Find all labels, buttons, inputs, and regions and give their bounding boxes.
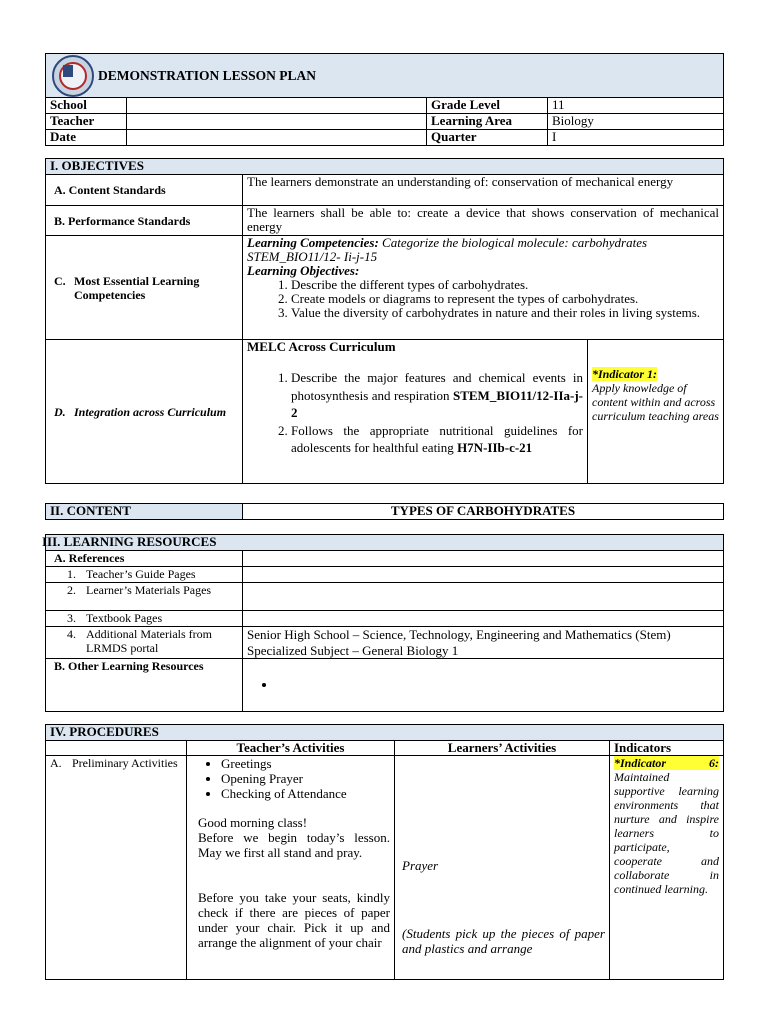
melc-cell [243, 236, 724, 340]
teacher-label: Teacher [46, 114, 127, 130]
resource-row-4: 4. Additional Materials from LRMDS portal [46, 627, 243, 659]
melc-across-list [247, 369, 583, 457]
procedures-blank-header [46, 741, 187, 756]
content-standards-text: The learners demonstrate an understanding of: conservation of mechanical energy [243, 175, 724, 206]
procedures-heading: IV. PROCEDURES [46, 725, 724, 741]
references-label: A. References [46, 551, 243, 567]
list-item: • Opening Prayer [221, 771, 390, 786]
resource-row-1: 1. Teacher’s Guide Pages [46, 567, 243, 583]
integration-label-letter: D. [54, 404, 66, 419]
teacher-value [127, 114, 427, 130]
learner-prayer: Prayer [402, 858, 439, 873]
header-table [45, 53, 724, 146]
resource-value-2 [243, 583, 724, 611]
date-label: Date [46, 130, 127, 146]
indicators-header: Indicators [610, 741, 724, 756]
indicator-1-cell [588, 340, 724, 484]
melc-label-letter: C. [54, 273, 66, 288]
indicator-6-label: *Indicator 6: [614, 756, 719, 770]
objectives-heading: I. OBJECTIVES [46, 159, 724, 175]
other-resources-label: B. Other Learning Resources [46, 659, 243, 712]
teacher-activities-cell [187, 756, 395, 980]
resource-value-4: Senior High School – Science, Technology, Engineering and Mathematics (Stem) Specialized Subject – General Biology 1 [243, 627, 724, 659]
teacher-prayer-text: Before we begin today’s lesson. May we first all stand and pray. [198, 830, 390, 860]
melc-across-cell [243, 340, 588, 484]
performance-standards-text: The learners shall be able to: create a device that shows conservation of mechanical energy [243, 206, 724, 236]
school-label: School [46, 98, 127, 114]
learning-objectives-label: Learning Objectives: [247, 263, 360, 278]
page-title: DEMONSTRATION LESSON PLAN [98, 67, 317, 83]
list-item: 2. Create models or diagrams to represent the types of carbohydrates. [291, 292, 719, 306]
competencies-text: Categorize the biological molecule: carbohydrates STEM_BIO11/12- Ii-j-15 [247, 235, 648, 264]
deped-seal-icon [52, 55, 94, 97]
performance-standards-label: B. Performance Standards [46, 206, 243, 236]
melc-label: Most Essential Learning Competencies [74, 273, 200, 302]
list-item: 1. Describe the major features and chemical events in photosynthesis and respiration STEM_BIO11/12-IIa-j-2 [291, 369, 583, 422]
indicator-6-text: Maintained supportive learning environments that nurture and inspire learners to participate, cooperate and collaborate in continued learning. [614, 770, 719, 896]
learners-activities-header: Learners’ Activities [395, 741, 610, 756]
list-item: 2. Follows the appropriate nutritional guidelines for adolescents for healthful eating H7N-IIb-c-21 [291, 422, 583, 457]
date-value [127, 130, 427, 146]
melc-label-cell [46, 236, 243, 340]
competencies-label: Learning Competencies: [247, 235, 379, 250]
teacher-seat-text: Before you take your seats, kindly check if there are pieces of paper under your chair. Pick it up and arrange the alignment of your chair [198, 890, 390, 950]
indicator-1-label: *Indicator 1: [592, 366, 658, 381]
learner-cleanup: (Students pick up the pieces of paper and plastics and arrange [402, 926, 605, 956]
learning-objectives-list [247, 278, 719, 320]
references-value [243, 551, 724, 567]
objectives-table [45, 158, 724, 484]
quarter-label: Quarter [427, 130, 548, 146]
integration-label-cell [46, 340, 243, 484]
procedures-table [45, 724, 724, 980]
indicator-1-text: Apply knowledge of content within and across curriculum teaching areas [592, 380, 719, 423]
resource-row-2: 2. Learner’s Materials Pages [46, 583, 243, 611]
content-table [45, 503, 724, 520]
learning-area-value: Biology [548, 114, 724, 130]
list-item [277, 678, 719, 692]
preliminary-label-letter: A. [50, 756, 62, 770]
resources-table [42, 534, 724, 712]
content-title: TYPES OF CARBOHYDRATES [243, 504, 724, 520]
preliminary-label: Preliminary Activities [72, 756, 178, 770]
melc-across-heading: MELC Across Curriculum [247, 339, 396, 354]
school-value [127, 98, 427, 114]
grade-level-value: 11 [548, 98, 724, 114]
list-item: 3. Value the diversity of carbohydrates in nature and their roles in living systems. [291, 306, 719, 320]
learners-activities-cell [395, 756, 610, 980]
other-resources-value [243, 659, 724, 712]
resource-value-3 [243, 611, 724, 627]
quarter-value: I [548, 130, 724, 146]
learning-area-label: Learning Area [427, 114, 548, 130]
resources-heading: III. LEARNING RESOURCES [46, 535, 724, 551]
grade-level-label: Grade Level [427, 98, 548, 114]
preliminary-label-cell [46, 756, 187, 980]
content-heading: II. CONTENT [46, 504, 243, 520]
resource-value-1 [243, 567, 724, 583]
teacher-activities-header: Teacher’s Activities [187, 741, 395, 756]
indicator-6-cell [610, 756, 724, 980]
list-item: • Checking of Attendance [221, 786, 390, 801]
list-item: • Greetings [221, 756, 390, 771]
integration-label: Integration across Curriculum [74, 404, 227, 419]
resource-row-3: 3. Textbook Pages [46, 611, 243, 627]
content-standards-label: A. Content Standards [46, 175, 243, 206]
preliminary-list [191, 756, 390, 801]
list-item: 1. Describe the different types of carbohydrates. [291, 278, 719, 292]
header-title-cell [46, 54, 724, 98]
teacher-greeting: Good morning class! [198, 815, 308, 830]
